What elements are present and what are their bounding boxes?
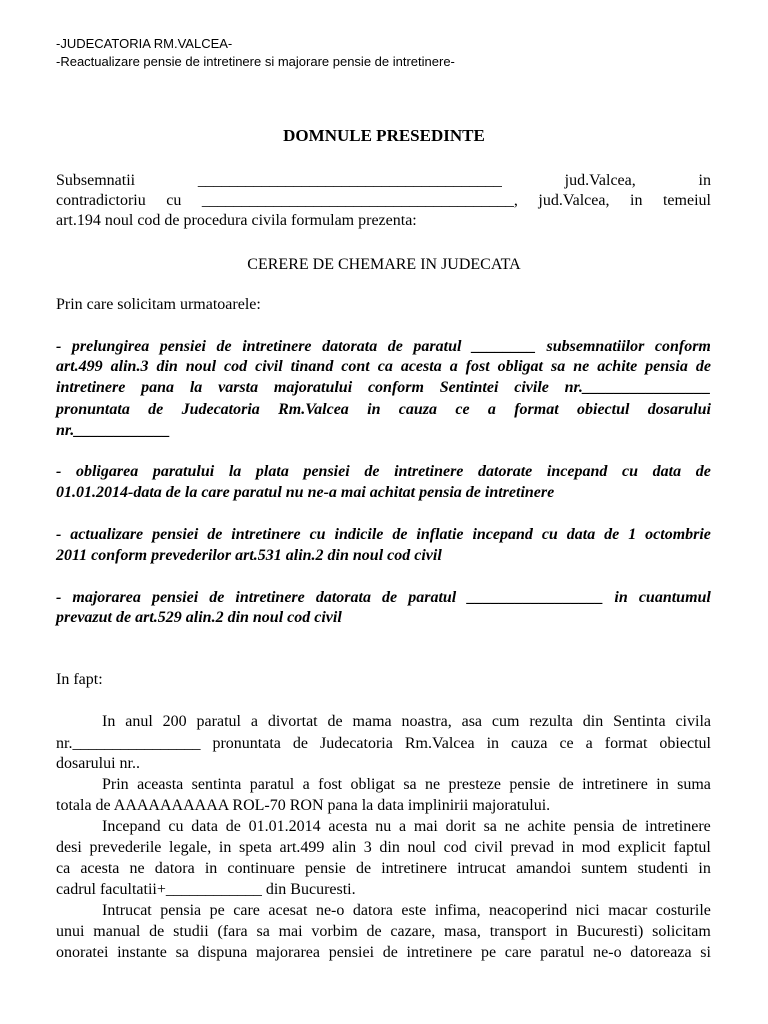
word: studenti: [637, 860, 689, 877]
word: noastra,: [401, 713, 452, 730]
word: data: [566, 526, 596, 543]
request-2-line-1: [56, 461, 711, 483]
word: cu: [622, 463, 638, 480]
word: suma: [677, 776, 711, 793]
word: pensiei: [159, 338, 206, 355]
word: ______________________________________: [197, 172, 502, 189]
word: in: [656, 776, 669, 793]
word: nici: [575, 902, 600, 919]
word: dispuna: [197, 944, 248, 961]
word: art.499: [279, 839, 325, 856]
word: pensiei: [328, 944, 375, 961]
word: pensie: [509, 776, 551, 793]
word: de: [382, 944, 398, 961]
word: (fara: [217, 923, 248, 940]
word: si: [700, 944, 711, 961]
word: conform: [654, 338, 711, 355]
word: format: [514, 401, 559, 418]
word: macar: [608, 902, 648, 919]
facts-p4-line-2: [56, 921, 711, 943]
facts-p3-line-1: [56, 816, 711, 838]
word: mama: [352, 713, 392, 730]
word: octombrie: [645, 526, 711, 543]
word: a: [449, 358, 458, 375]
word: de: [207, 526, 223, 543]
request-2-line-2: 01.01.2014-data de la care paratul nu ne-a mai achitat pensia de intretinere: [56, 484, 555, 501]
word: ne-o: [593, 944, 622, 961]
word: anul: [125, 713, 153, 730]
word: conform: [367, 379, 424, 396]
word: costurile: [655, 902, 711, 919]
word: de: [392, 526, 408, 543]
word: solicitam: [652, 923, 711, 940]
word: in: [486, 735, 500, 752]
word: asa: [461, 713, 483, 730]
word: sa: [256, 923, 270, 940]
word: majorarea: [256, 944, 320, 961]
word: plata: [255, 463, 289, 480]
word: intretinere: [381, 860, 447, 877]
word: cu: [168, 818, 184, 835]
court-header: -JUDECATORIA RM.VALCEA-: [56, 36, 233, 51]
word: ca: [56, 860, 71, 877]
word: 1: [628, 526, 637, 543]
request-4-line-1: [56, 587, 711, 609]
word: intretinere: [645, 818, 711, 835]
word: pensia: [573, 818, 615, 835]
word: cazare,: [390, 923, 436, 940]
word: vorbim: [311, 923, 358, 940]
word: majorarea: [72, 589, 141, 606]
word: obligarea: [75, 463, 139, 480]
word: fost: [465, 358, 490, 375]
word: intretinere: [582, 776, 648, 793]
word: dorit: [445, 818, 476, 835]
word: Bucuresti): [576, 923, 644, 940]
word: incepand: [472, 526, 533, 543]
word: ne: [129, 860, 145, 877]
word: art.499: [56, 358, 103, 375]
word: Sentinta: [613, 713, 666, 730]
word: datorata: [322, 338, 378, 355]
request-4-line-2: prevazut de art.529 alin.2 din noul cod civil: [56, 609, 342, 626]
word: pronuntata: [56, 401, 130, 418]
facts-p3-line-4: cadrul facultatii+____________ din Bucuresti.: [56, 881, 356, 898]
word: _______________________________________,: [201, 192, 518, 209]
word: neacoperind: [489, 902, 568, 919]
word: divortat: [267, 713, 318, 730]
word: cod: [443, 839, 467, 856]
facts-title: In fapt:: [56, 671, 103, 688]
word: cauza: [511, 735, 548, 752]
word: intretinere: [231, 526, 301, 543]
word: varsta: [218, 379, 259, 396]
request-3-line-1: [56, 524, 711, 546]
word: pe: [480, 944, 497, 961]
word: acesat: [268, 902, 308, 919]
case-subject: -Reactualizare pensie de intretinere si majorare pensie de intretinere-: [56, 54, 455, 69]
facts-p1-line-3: dosarului nr..: [56, 755, 140, 772]
word: din: [156, 358, 178, 375]
word: explicit: [617, 839, 666, 856]
word: nr.________________: [564, 379, 711, 396]
word: Prin: [102, 776, 129, 793]
word: in: [204, 860, 218, 877]
requests-intro: Prin care solicitam urmatoarele:: [56, 296, 261, 313]
word: obligat: [350, 776, 395, 793]
word: de: [292, 735, 308, 752]
word: care: [233, 902, 260, 919]
word: -: [56, 463, 62, 480]
word: acesta: [400, 358, 442, 375]
word: fost: [318, 776, 343, 793]
word: prelungirea: [71, 338, 150, 355]
word: paratului: [152, 463, 215, 480]
word: intretinere: [406, 944, 473, 961]
word: civil: [255, 358, 283, 375]
word: data: [652, 463, 682, 480]
facts-p4-line-3: [56, 942, 711, 964]
word: de: [366, 923, 382, 940]
word: prevederile: [89, 839, 162, 856]
word: ne: [504, 818, 520, 835]
word: de: [148, 401, 164, 418]
word: de: [356, 860, 372, 877]
word: faptul: [673, 839, 711, 856]
word: ce: [559, 735, 574, 752]
word: din: [379, 839, 400, 856]
facts-p3-line-2: [56, 837, 711, 859]
word: cont: [341, 358, 370, 375]
word: de: [209, 589, 225, 606]
word: noul: [407, 839, 436, 856]
word: indicile: [334, 526, 384, 543]
word: de: [149, 923, 165, 940]
word: subsemnatiilor: [546, 338, 645, 355]
word: paratul: [196, 713, 241, 730]
word: pana: [141, 379, 175, 396]
word: Sentintei: [439, 379, 499, 396]
word: acesta: [328, 818, 368, 835]
word: aceasta: [137, 776, 184, 793]
word: datorata: [315, 589, 371, 606]
word: a: [398, 818, 407, 835]
word: ne: [425, 776, 441, 793]
word: de: [225, 818, 241, 835]
word: datora: [352, 902, 393, 919]
word: studii: [173, 923, 209, 940]
word: de: [695, 358, 711, 375]
word: ne-o: [315, 902, 345, 919]
word: contradictoriu: [56, 192, 146, 209]
word: pensiei: [303, 463, 350, 480]
word: acesta: [80, 860, 120, 877]
word: onoratei: [56, 944, 109, 961]
word: majoratului: [273, 379, 353, 396]
word: mod: [581, 839, 611, 856]
word: intretinere: [242, 338, 312, 355]
word: -: [56, 526, 62, 543]
word: legale,: [169, 839, 212, 856]
facts-p3-line-3: [56, 858, 711, 880]
word: Intrucat: [102, 902, 152, 919]
word: in: [218, 839, 232, 856]
word: de: [622, 818, 638, 835]
word: de: [695, 463, 711, 480]
word: pensie: [305, 860, 346, 877]
word: data: [191, 818, 218, 835]
word: a: [585, 735, 593, 752]
word: 01.01.2014: [248, 818, 321, 835]
word: Rm.Valcea: [404, 735, 475, 752]
word: In: [102, 713, 116, 730]
word: desi: [56, 839, 82, 856]
word: ca: [377, 358, 393, 375]
word: jud.Valcea,: [538, 192, 610, 209]
word: -: [56, 338, 62, 355]
word: speta: [239, 839, 272, 856]
word: a: [487, 401, 496, 418]
word: 3: [363, 839, 372, 856]
word: pensia: [160, 902, 202, 919]
word: masa,: [444, 923, 481, 940]
word: cu: [166, 192, 182, 209]
word: in: [630, 192, 643, 209]
word: nr.________________: [56, 735, 201, 752]
word: noul: [185, 358, 217, 375]
word: mai: [413, 818, 438, 835]
word: de: [558, 776, 574, 793]
word: unui: [56, 923, 85, 940]
word: de: [382, 589, 398, 606]
intro-line-3: art.194 noul cod de procedura civila formulam prezenta:: [56, 212, 417, 229]
word: obiectul: [577, 401, 630, 418]
word: in: [367, 401, 381, 418]
word: sentinta: [191, 776, 242, 793]
word: la: [189, 379, 203, 396]
facts-p2-line-2: totala de AAAAAAAAAA ROL-70 RON pana la data implinirii majoratului.: [56, 797, 551, 814]
word: in: [555, 923, 568, 940]
word: de: [604, 526, 620, 543]
word: 200: [162, 713, 187, 730]
word: actualizare: [70, 526, 144, 543]
word: cum: [491, 713, 520, 730]
word: sa: [175, 944, 189, 961]
word: intrucat: [457, 860, 506, 877]
word: Subsemnatii: [56, 172, 136, 189]
word: Incepand: [102, 818, 161, 835]
word: paratul: [540, 944, 585, 961]
word: continuare: [227, 860, 295, 877]
word: datora: [154, 860, 195, 877]
word: temeiul: [662, 192, 711, 209]
word: ce: [455, 401, 470, 418]
word: paratul: [413, 338, 462, 355]
word: achite: [527, 818, 566, 835]
word: presteze: [448, 776, 501, 793]
facts-p1-line-2: [56, 733, 711, 755]
word: cu: [541, 526, 558, 543]
word: paratul: [408, 589, 457, 606]
word: dosarului: [647, 401, 711, 418]
word: _________________: [467, 589, 604, 606]
word: pensiei: [152, 526, 199, 543]
intro-line-2: [56, 190, 711, 212]
word: cauza: [398, 401, 438, 418]
word: la: [228, 463, 242, 480]
intro-line-1: [56, 170, 711, 192]
word: instante: [117, 944, 167, 961]
word: intretinere: [235, 589, 305, 606]
word: suntem: [581, 860, 628, 877]
word: inflatie: [416, 526, 464, 543]
word: civile: [514, 379, 549, 396]
word: in: [614, 589, 628, 606]
facts-p2-line-1: [56, 774, 711, 796]
word: nu: [375, 818, 392, 835]
request-title: CERERE DE CHEMARE IN JUDECATA: [247, 256, 521, 273]
word: alin.3: [110, 358, 149, 375]
request-1-line-2: [56, 356, 711, 378]
word: din: [582, 713, 604, 730]
word: intretinere: [394, 463, 464, 480]
word: alin: [332, 839, 357, 856]
word: ne: [573, 358, 590, 375]
word: obiectul: [659, 735, 711, 752]
word: obligat: [497, 358, 543, 375]
request-3-line-2: 2011 conform prevederilor art.531 alin.2 din noul cod civil: [56, 547, 442, 564]
word: datoreaza: [630, 944, 692, 961]
word: tinand: [290, 358, 334, 375]
word: pensiei: [151, 589, 199, 606]
word: achite: [597, 358, 638, 375]
facts-p4-line-1: [56, 900, 711, 922]
word: sa: [403, 776, 417, 793]
word: manual: [93, 923, 141, 940]
word: -: [56, 589, 62, 606]
facts-p1-line-1: [56, 711, 711, 733]
word: format: [604, 735, 648, 752]
word: intretinere: [56, 379, 126, 396]
word: pronuntata: [212, 735, 281, 752]
word: in: [698, 860, 711, 877]
word: de: [387, 338, 403, 355]
word: jud.Valcea,: [564, 172, 636, 189]
word: a: [250, 713, 258, 730]
request-1-line-5: nr.____________: [56, 422, 171, 439]
word: este: [401, 902, 427, 919]
word: Judecatoria: [181, 401, 260, 418]
request-1-line-3: [56, 377, 711, 399]
word: prevad: [510, 839, 554, 856]
word: in: [561, 839, 575, 856]
word: de: [364, 463, 380, 480]
word: civila: [675, 713, 711, 730]
word: care: [504, 944, 532, 961]
word: datorate: [478, 463, 533, 480]
word: ________: [471, 338, 536, 355]
word: paratul: [249, 776, 295, 793]
word: de: [327, 713, 343, 730]
request-1-line-1: [56, 336, 711, 358]
word: pensia: [645, 358, 688, 375]
word: transport: [489, 923, 547, 940]
word: a: [302, 776, 310, 793]
word: incepand: [546, 463, 608, 480]
word: mai: [278, 923, 303, 940]
request-1-line-4: [56, 399, 711, 421]
word: cu: [309, 526, 326, 543]
word: Rm.Valcea: [278, 401, 349, 418]
word: Judecatoria: [319, 735, 393, 752]
word: amandoi: [516, 860, 572, 877]
word: civil: [474, 839, 503, 856]
word: sa: [550, 358, 566, 375]
word: pe: [209, 902, 225, 919]
word: sa: [483, 818, 497, 835]
word: cuantumul: [638, 589, 711, 606]
page-title: DOMNULE PRESEDINTE: [283, 126, 485, 145]
word: cod: [224, 358, 248, 375]
word: rezulta: [529, 713, 573, 730]
word: in: [698, 172, 711, 189]
word: de: [216, 338, 232, 355]
word: infima,: [434, 902, 481, 919]
